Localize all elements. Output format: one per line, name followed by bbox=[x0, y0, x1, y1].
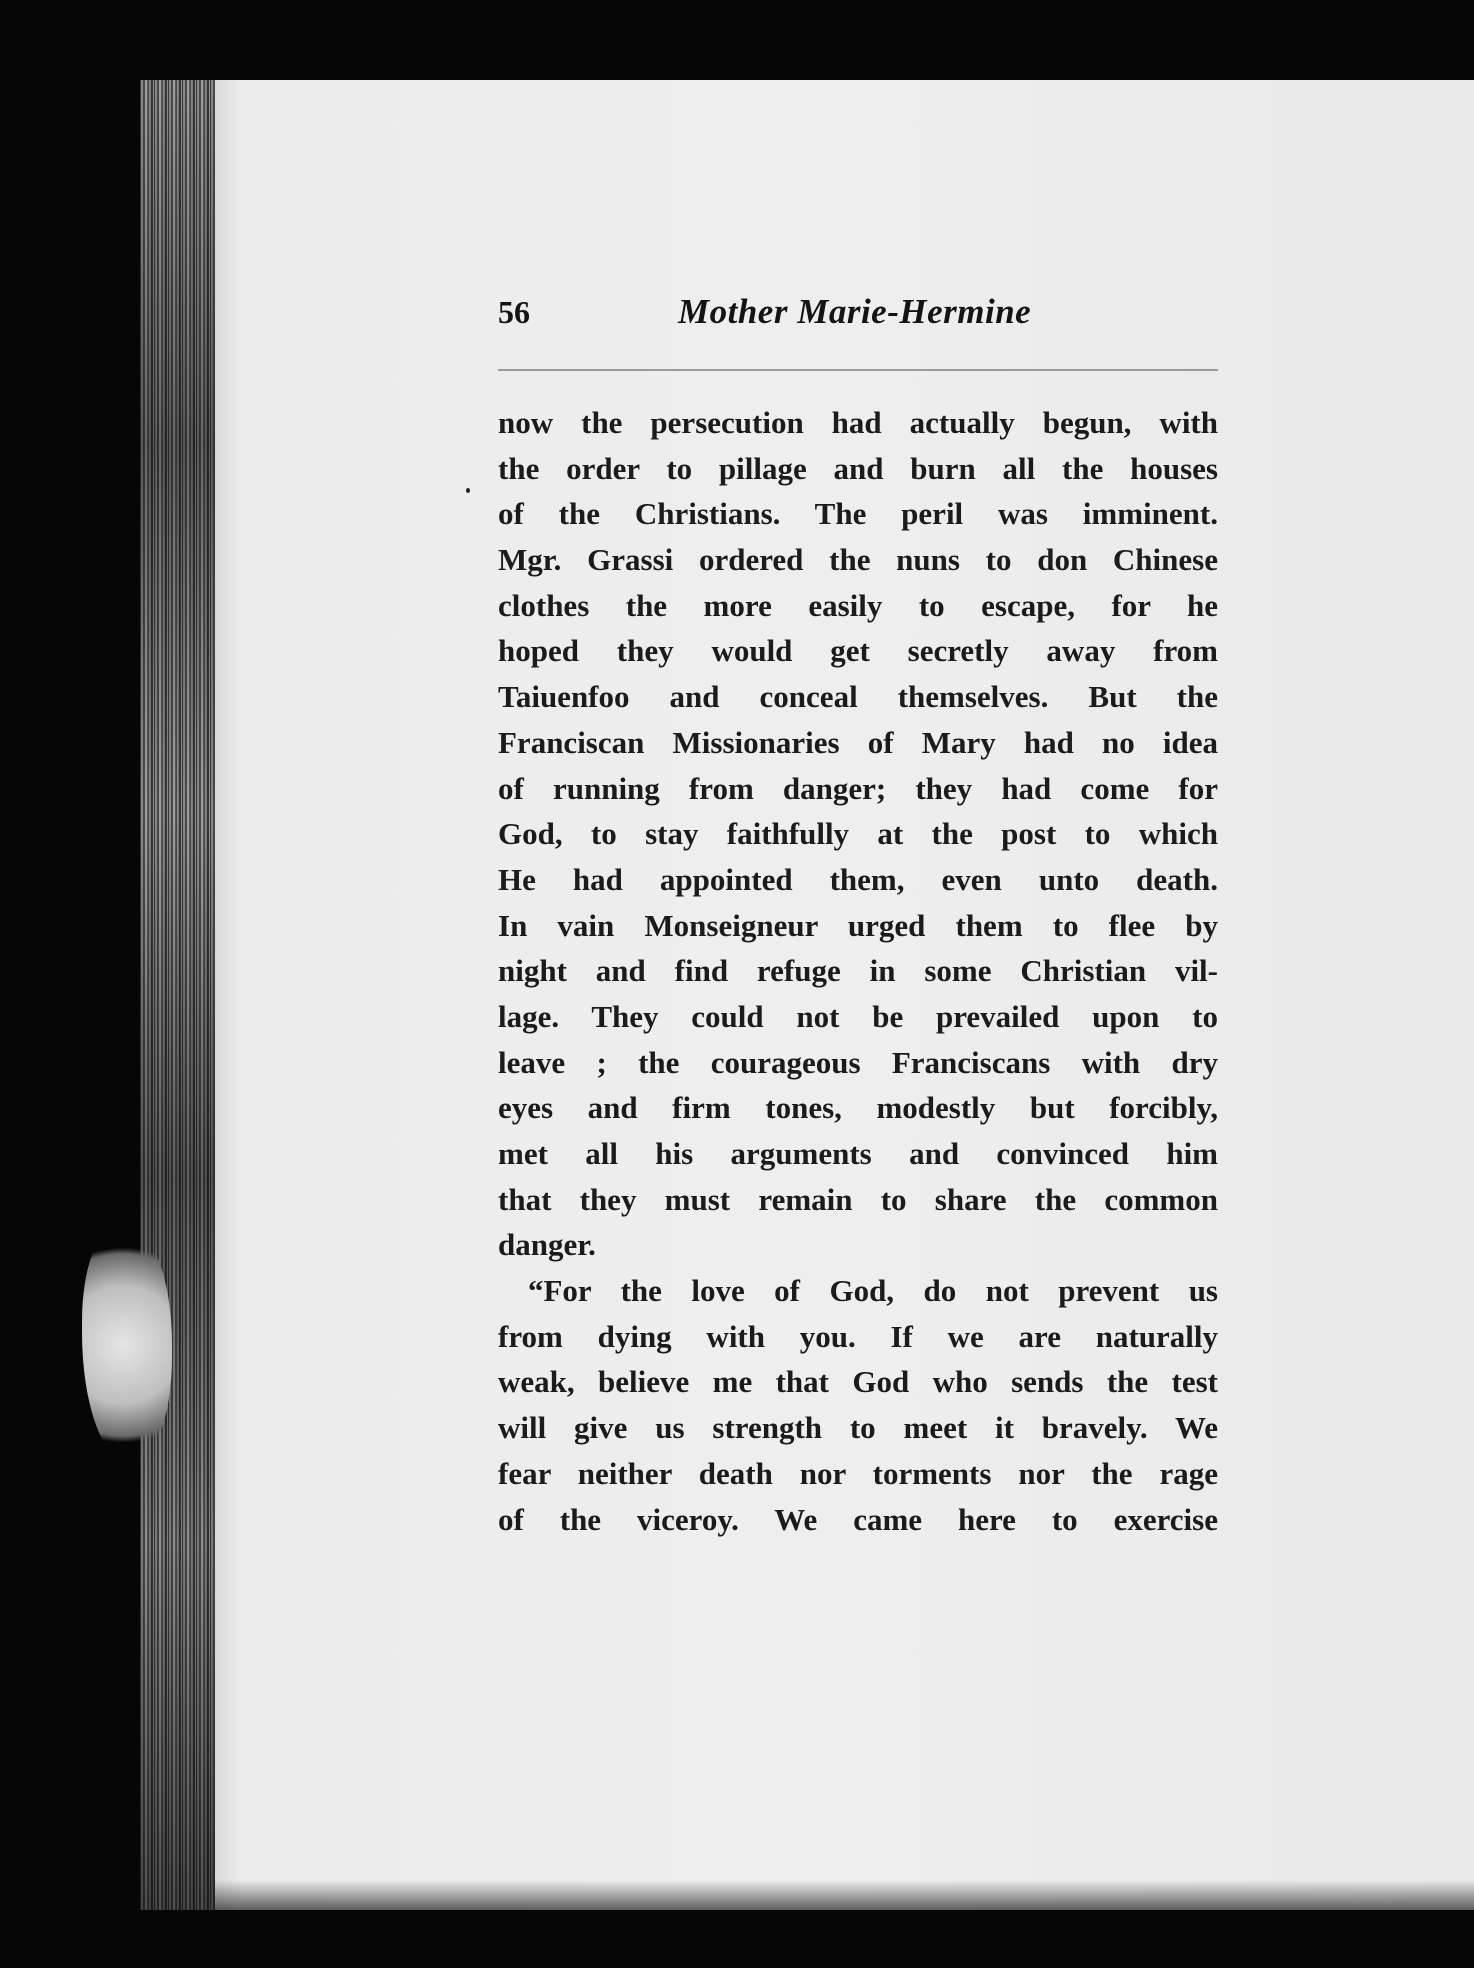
text-line: weak, believe me that God who sends the test bbox=[498, 1364, 1218, 1400]
text-line: that they must remain to share the common bbox=[498, 1181, 1218, 1217]
text-line: danger. bbox=[498, 1227, 596, 1263]
text-line: “For the love of God, do not prevent us bbox=[528, 1273, 1218, 1309]
text-line: fear neither death nor torments nor the rage bbox=[498, 1455, 1218, 1491]
text-line: clothes the more easily to escape, for he bbox=[498, 587, 1218, 623]
text-line: hoped they would get secretly away from bbox=[498, 633, 1218, 669]
text-line: from dying with you. If we are naturally bbox=[498, 1318, 1218, 1354]
text-line: Mgr. Grassi ordered the nuns to don Chinese bbox=[498, 542, 1218, 578]
running-title: Mother Marie-Hermine bbox=[678, 292, 1032, 331]
text-line: of the Christians. The peril was imminent. bbox=[498, 496, 1218, 532]
text-line: Franciscan Missionaries of Mary had no idea bbox=[498, 724, 1218, 760]
text-line: the order to pillage and burn all the houses bbox=[498, 450, 1218, 486]
text-line: met all his arguments and convinced him bbox=[498, 1136, 1218, 1171]
text-line: He had appointed them, even unto death. bbox=[498, 861, 1218, 897]
text-line: eyes and firm tones, modestly but forcibly, bbox=[498, 1090, 1218, 1126]
text-line: leave ; the courageous Franciscans with dry bbox=[498, 1044, 1218, 1080]
text-line: Taiuenfoo and conceal themselves. But the bbox=[498, 679, 1218, 715]
header-rule bbox=[498, 369, 1218, 371]
text-line: of running from danger; they had come for bbox=[498, 770, 1218, 806]
page-number: 56 bbox=[498, 294, 530, 330]
page-bottom-shadow bbox=[215, 1880, 1474, 1910]
text-line: In vain Monseigneur urged them to flee by bbox=[498, 907, 1218, 943]
page-edge-damage bbox=[82, 1225, 172, 1465]
text-line: of the viceroy. We came here to exercise bbox=[498, 1501, 1218, 1537]
text-line: lage. They could not be prevailed upon to bbox=[498, 998, 1218, 1034]
ink-speck bbox=[466, 488, 470, 493]
spine-shadow bbox=[140, 80, 220, 1910]
text-line: God, to stay faithfully at the post to which bbox=[498, 816, 1218, 852]
text-line: night and find refuge in some Christian vil- bbox=[498, 953, 1218, 989]
body-text bbox=[498, 400, 1218, 1542]
text-line: will give us strength to meet it bravely. We bbox=[498, 1410, 1218, 1446]
text-line: now the persecution had actually begun, with bbox=[498, 405, 1218, 440]
page-header bbox=[498, 290, 1218, 340]
